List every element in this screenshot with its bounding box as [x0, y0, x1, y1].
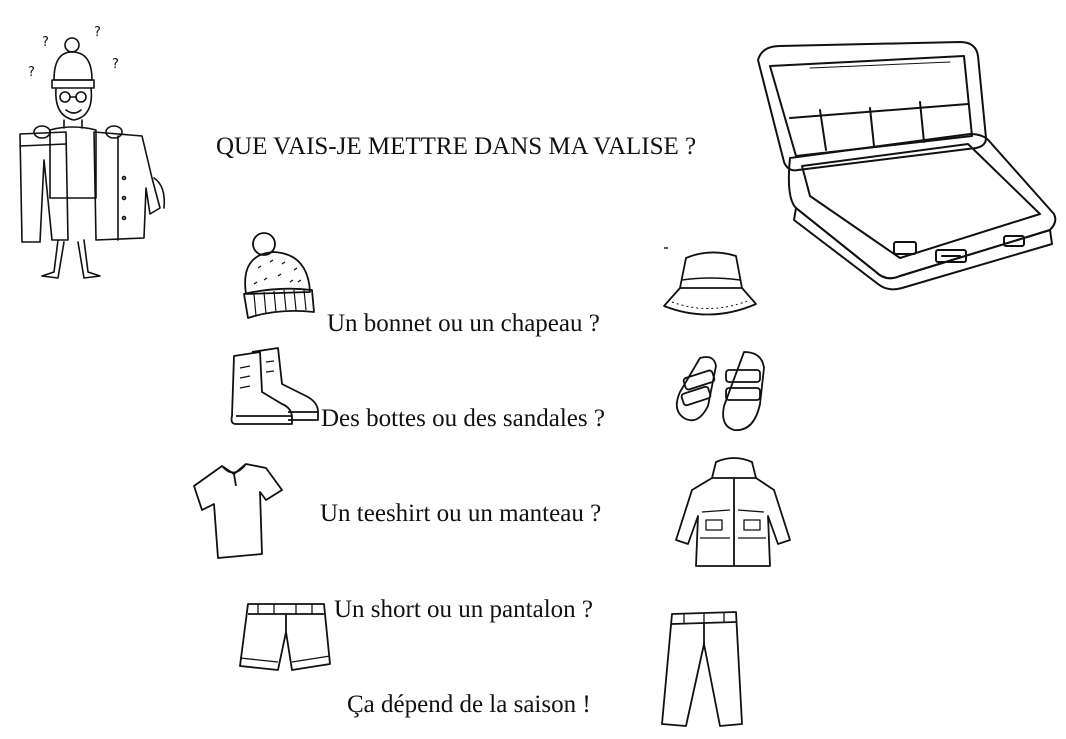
question-2: Des bottes ou des sandales ? [321, 405, 605, 432]
confused-boy-icon [14, 25, 172, 284]
svg-text:?: ? [28, 65, 35, 80]
winter-coat-icon [672, 456, 794, 572]
boots-icon [226, 346, 324, 432]
question-1: Un bonnet ou un chapeau ? [327, 310, 600, 337]
question-3: Un teeshirt ou un manteau ? [320, 500, 602, 527]
shorts-icon [234, 598, 334, 678]
svg-text:?: ? [42, 35, 49, 50]
bucket-hat-icon [660, 244, 760, 324]
svg-text:?: ? [112, 57, 119, 72]
page-title: QUE VAIS-JE METTRE DANS MA VALISE ? [216, 133, 697, 160]
svg-text:?: ? [94, 25, 101, 40]
answer-text: Ça dépend de la saison ! [347, 691, 591, 718]
sandals-icon [664, 346, 776, 436]
trousers-icon [656, 610, 748, 730]
question-4: Un short ou un pantalon ? [334, 596, 593, 623]
open-suitcase-icon [750, 38, 1058, 288]
tshirt-icon [192, 460, 284, 560]
wool-hat-icon [238, 228, 318, 320]
